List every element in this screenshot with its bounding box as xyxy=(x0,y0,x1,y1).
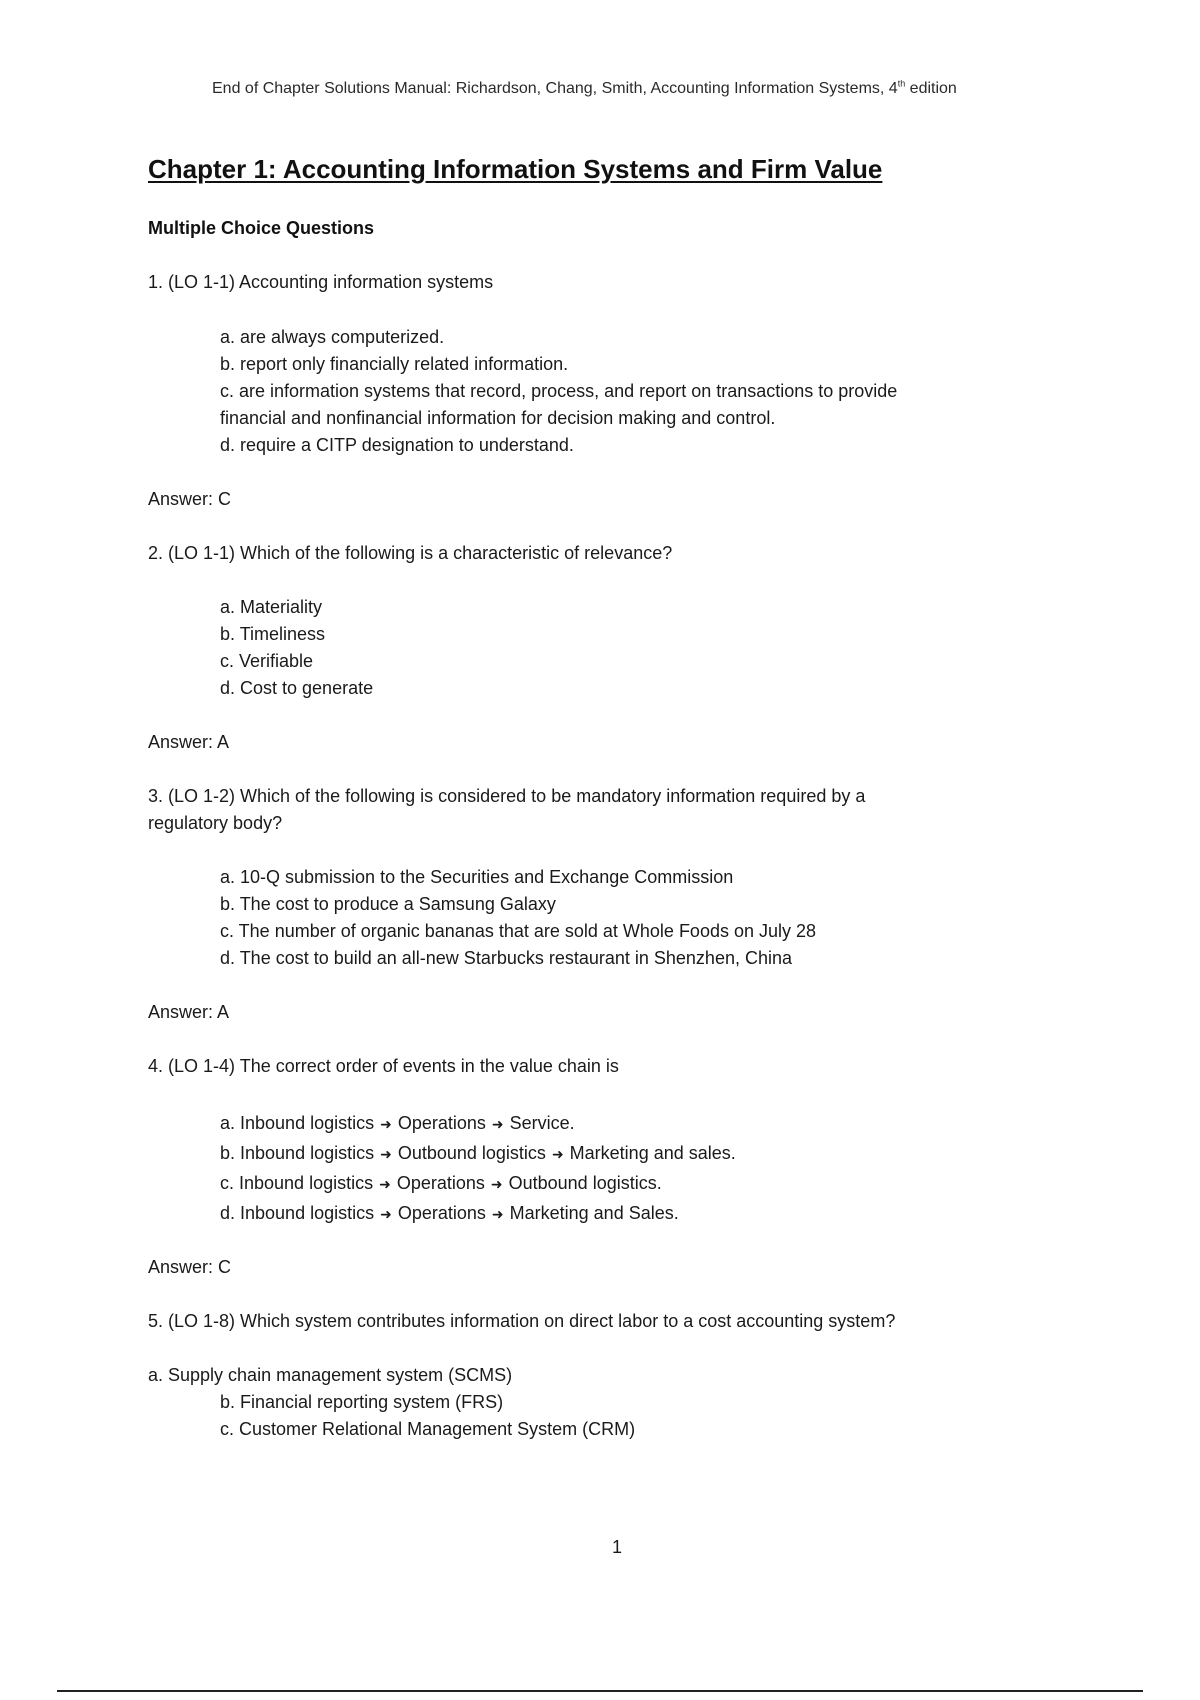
arrow-right-icon: ➜ xyxy=(379,1176,391,1192)
arrow-right-icon: ➜ xyxy=(380,1206,392,1222)
question-3-answer: Answer: A xyxy=(148,1002,230,1022)
question-3-option-c: c. The number of organic bananas that are sold at Whole Foods on July 28 xyxy=(220,921,817,941)
arrow-right-icon: ➜ xyxy=(491,1116,504,1132)
question-1-option-a: a. are always computerized. xyxy=(220,327,445,347)
running-header-tail: edition xyxy=(905,80,957,97)
question-1-option-c: c. are information systems that record, process, and report on transactions to provide xyxy=(220,381,898,401)
value-chain-step: b. Inbound logistics xyxy=(220,1143,375,1163)
value-chain-step: Operations xyxy=(397,1113,486,1133)
arrow-right-icon: ➜ xyxy=(380,1146,392,1162)
value-chain-step: c. Inbound logistics xyxy=(220,1173,374,1193)
question-2-answer: Answer: A xyxy=(148,732,230,752)
footer-divider xyxy=(57,1690,1143,1692)
question-5-option-b: b. Financial reporting system (FRS) xyxy=(220,1392,504,1412)
arrow-right-icon: ➜ xyxy=(380,1116,392,1132)
value-chain-step: a. Inbound logistics xyxy=(220,1113,375,1133)
chapter-title: Chapter 1: Accounting Information Systems and Firm Value xyxy=(148,154,883,184)
question-4-answer: Answer: C xyxy=(148,1257,232,1277)
arrow-right-icon: ➜ xyxy=(490,1176,503,1192)
value-chain-step: Operations xyxy=(396,1173,485,1193)
question-3-stem: 3. (LO 1-2) Which of the following is considered to be mandatory information required by a xyxy=(148,786,866,806)
question-2-option-a: a. Materiality xyxy=(220,597,323,617)
running-header-text: End of Chapter Solutions Manual: Richardson, Chang, Smith, Accounting Information Systems, 4 xyxy=(212,80,898,97)
question-4-stem: 4. (LO 1-4) The correct order of events in the value chain is xyxy=(148,1056,619,1076)
question-1-option-d: d. require a CITP designation to understand. xyxy=(220,435,574,455)
question-3-option-a: a. 10-Q submission to the Securities and Exchange Commission xyxy=(220,867,734,887)
question-1-option-c-continued: financial and nonfinancial information for decision making and control. xyxy=(220,408,776,428)
question-5-option-a: a. Supply chain management system (SCMS) xyxy=(148,1365,513,1385)
question-3-stem-continued: regulatory body? xyxy=(148,813,283,833)
question-3-option-b: b. The cost to produce a Samsung Galaxy xyxy=(220,894,556,914)
arrow-right-icon: ➜ xyxy=(551,1146,564,1162)
question-5-stem: 5. (LO 1-8) Which system contributes information on direct labor to a cost accounting system? xyxy=(148,1311,896,1331)
arrow-right-icon: ➜ xyxy=(491,1206,504,1222)
question-4-option-d xyxy=(220,1203,679,1224)
value-chain-step: Marketing and Sales. xyxy=(509,1203,679,1223)
value-chain-step: d. Inbound logistics xyxy=(220,1203,375,1223)
section-heading: Multiple Choice Questions xyxy=(148,218,375,238)
question-3-option-d: d. The cost to build an all-new Starbucks restaurant in Shenzhen, China xyxy=(220,948,793,968)
question-2-option-d: d. Cost to generate xyxy=(220,678,374,698)
question-2-option-b: b. Timeliness xyxy=(220,624,326,644)
question-1-option-b: b. report only financially related information. xyxy=(220,354,569,374)
question-5-option-c: c. Customer Relational Management System (CRM) xyxy=(220,1419,636,1439)
question-2-option-c: c. Verifiable xyxy=(220,651,314,671)
value-chain-step: Outbound logistics. xyxy=(508,1173,662,1193)
running-header-superscript: th xyxy=(897,78,906,89)
question-4-option-b xyxy=(220,1143,736,1164)
value-chain-step: Outbound logistics xyxy=(397,1143,546,1163)
question-1-stem: 1. (LO 1-1) Accounting information systems xyxy=(148,272,494,292)
running-header xyxy=(212,80,957,98)
question-2-stem: 2. (LO 1-1) Which of the following is a characteristic of relevance? xyxy=(148,543,673,563)
value-chain-step: Service. xyxy=(509,1113,575,1133)
value-chain-step: Marketing and sales. xyxy=(569,1143,736,1163)
page-number: 1 xyxy=(612,1537,623,1557)
question-4-option-a xyxy=(220,1113,575,1134)
value-chain-step: Operations xyxy=(397,1203,486,1223)
question-4-option-c xyxy=(220,1173,662,1194)
question-1-answer: Answer: C xyxy=(148,489,232,509)
